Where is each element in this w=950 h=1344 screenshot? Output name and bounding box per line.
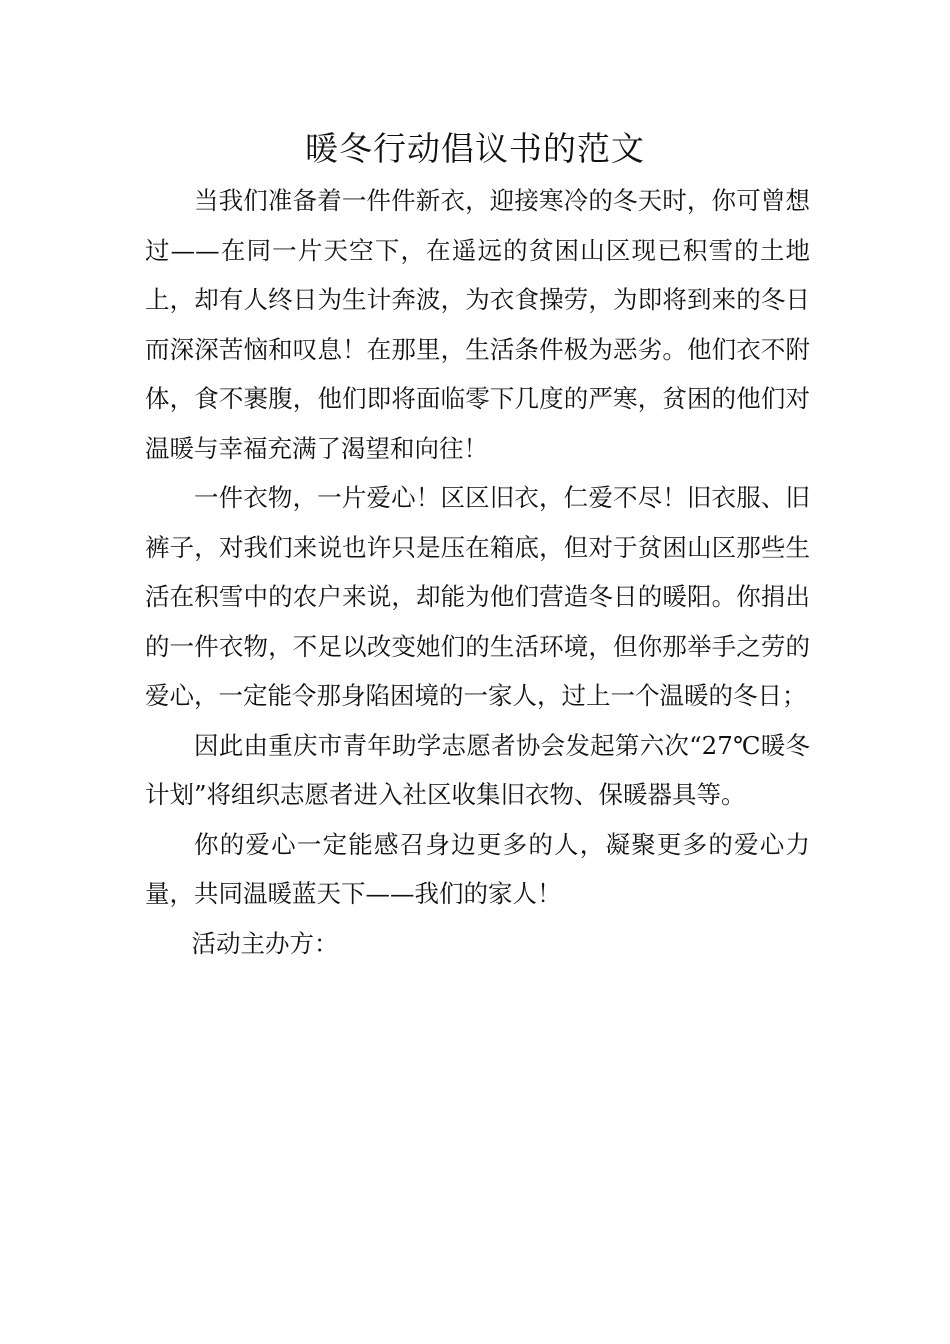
document-title: 暖冬行动倡议书的范文 <box>305 129 645 168</box>
document-body <box>145 176 810 968</box>
paragraph-2: 一件衣物，一片爱心！区区旧衣，仁爱不尽！旧衣服、旧裤子，对我们来说也许只是压在箱底，但对于贫困山区那些生活在积雪中的农户来说，却能为他们营造冬日的暖阳。你捐出的一件衣物，不足以改变她们的生活环境，但你那举手之劳的爱心，一定能令那身陷困境的一家人，过上一个温暖的冬日； <box>145 483 810 710</box>
paragraph-1: 当我们准备着一件件新衣，迎接寒冷的冬天时，你可曾想过——在同一片天空下，在遥远的贫困山区现已积雪的土地上，却有人终日为生计奔波，为衣食操劳，为即将到来的冬日而深深苦恼和叹息！在那里，生活条件极为恶劣。他们衣不附体，食不裹腹，他们即将面临零下几度的严寒，贫困的他们对温暖与幸福充满了渴望和向往！ <box>145 186 810 463</box>
organizer-label: 活动主办方： <box>191 928 339 958</box>
paragraph-4: 你的爱心一定能感召身边更多的人，凝聚更多的爱心力量，共同温暖蓝天下——我们的家人！ <box>145 829 810 908</box>
paragraph-3: 因此由重庆市青年助学志愿者协会发起第六次“27℃暖冬计划”将组织志愿者进入社区收集旧衣物、保暖器具等。 <box>145 730 810 809</box>
